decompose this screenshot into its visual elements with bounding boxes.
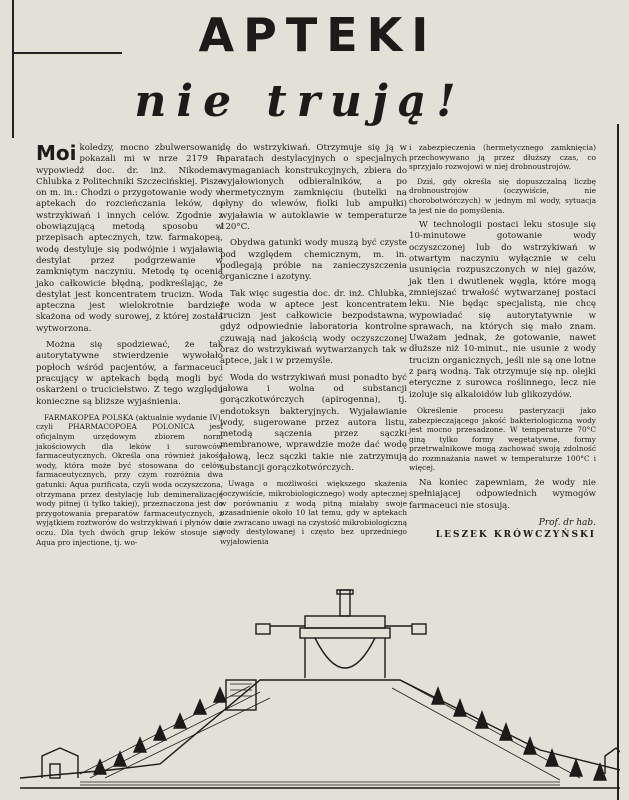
col1-paragraph-1: koledzy, mocno zbulwersowani, pokazali mi w nrze 2179 P. wypowiedź doc. dr. inż. Nikodema Chlubka z Politechniki Szczecińskiej. Pisze on m. in.: Chodzi o przygotowanie wody w aptekach do rozcieńczania leków, do wstrzykiwań i innych celów. Zgodnie z obowiązującą metodą sposobu w przepisach aptecznych, tzw. farmakopeą, wodę destyluje się podwójnie i wyjaławia destylat przez podgrzewanie w zamkniętym naczyniu. Metodę tę ocenia jako całkowicie błędną, podkreślając, że destylat jest koncentratem trucizn. Woda apteczna jest wielokrotnie bardziej skażona od wody surowej, z której została wytworzona. [36, 143, 223, 334]
article-column-3 [409, 143, 596, 541]
signature-name: LESZEK KRÓWCZYŃSKI [435, 529, 596, 540]
signature-title: Prof. dr hab. [538, 517, 596, 528]
frame-left-border [0, 0, 14, 138]
col3-small-paragraph-b: Dziś, gdy określa się dopuszczalną liczbę drobnoustrojów (oczywiście, nie chorobotwórczych) w jednym ml wody, sytuacja ta jest nie do pomyślenia. [409, 176, 596, 215]
article-column-1 [36, 143, 223, 552]
col1-small-paragraph: FARMAKOPEA POLSKA (aktualnie wydanie IV), czyli PHARMACOPOEA POLONICA jest oficjalnym urzędowym zbiorem norm jakościowych dla leków i surowców farmaceutycznych. Określa ona również jakość wody, która może być stosowana do celów farmaceutycznych, przy czym rozróżnia dwa gatunki: Aqua purificata, czyli woda oczyszczona, otrzymana przez destylację lub demineralizację wody pitnej (i tylko takiej), przeznaczona jest do przygotowania preparatów farmaceutycznych, z wyjątkiem roztworów do wstrzykiwań i płynów do oczu. Dla tych dwóch grup leków stosuje się Aqua pro injectione, tj. wo- [36, 412, 224, 547]
col2-paragraph-2: Obydwa gatunki wody muszą być czyste pod względem chemicznym, m. in. podlegają próbie na zanieczyszczenia organiczne i azotyny. [220, 238, 407, 283]
col2-paragraph-3: Tak więc sugestia doc. dr. inż. Chlubka, że woda w aptece jest koncentratem trucizn jest całkowicie bezpodstawna, gdyż odpowiednie laboratoria kontrolne czuwają nad jakością wody oczyszczonej oraz do wstrzykiwań wytwarzanych tak w aptece, jak i w przemyśle. [220, 288, 407, 367]
waterworks-illustration [20, 588, 620, 798]
col2-paragraph-4: Woda do wstrzykiwań musi ponadto być jałowa i wolna od substancji gorączkotwórczych (apirogenna), tj. endotoksyn bakteryjnych. Wyjaławianie wody, sugerowane przez autora listu, metodą sączenia przez sączki membranowe, wprawdzie może dać wodę jałową, lecz sączki takie nie zatrzymują substancji gorączkotwórczych. [220, 372, 407, 474]
col2-small-paragraph: Uwaga o możliwości większego skażenia (oczywiście, mikrobiologicznego) wody aptecznej w porównaniu z wodą pitną miałaby swoje uzasadnienie około 10 lat temu, gdy w aptekach nie zwracano uwagi na czystość mikrobiologiczną wody destylowanej i często bez uprzedniego wyjałowienia [220, 479, 407, 546]
col1-paragraph-2: Można się spodziewać, że tak autorytatywne stwierdzenie wywołało popłoch wśród pacjentów, a farmaceuci pracujący w aptekach będą mogli być oskarżeni o truciciełstwo. Z tego względu konieczne są bliższe wyjaśnienia. [36, 340, 223, 407]
signature [409, 517, 596, 541]
col3-closing-paragraph: Na koniec zapewniam, że wody nie spełniającej odpowiednich wymogów farmaceuci nie stosują. [409, 478, 596, 511]
frame-top-rule [12, 52, 122, 54]
col3-small-paragraph-c: Określenie procesu pasteryzacji jako zabezpieczającego jakość bakteriologiczną wody jest mocno przesadzone. W temperaturze 70°C giną tylko formy wegetatywne, formy przetrwalnikowe mogą zachować swoją zdolność do rozmnażania nawet w temperaturze 100°C i więcej. [409, 405, 596, 473]
dropcap: Moi [36, 141, 77, 165]
col3-paragraph-1: W technologii postaci leku stosuje się 10-minutowe gotowanie wody oczyszczonej lub do wstrzykiwań w otwartym naczyniu wyłącznie w celu usunięcia rozpuszczonych w niej gazów, jak tlen i dwutlenek węgla, które mogą zmniejszać trwałość wytwarzanej postaci leku. Nie będąc specjalistą, nie chcę wypowiadać się autorytatywnie w sprawach, na których się mało znam. Uważam jednak, że gotowanie, nawet dłuższe niż 10-minut., nie usunie z wody trucizn organicznych, jeśli nie są one lotne z parą wodną. Tak otrzymuje się np. olejki eteryczne z surowca roślinnego, lecz nie izoluje się alkaloidów lub glikozydów. [409, 220, 596, 400]
col3-small-paragraph-a: i zabezpieczenia (hermetycznego zamknięcia) przechowywano ją przez dłuższy czas, co sprzyjało rozwojowi w niej drobnoustrojów. [409, 143, 596, 172]
col2-paragraph-1: dę do wstrzykiwań. Otrzymuje się ją w aparatach destylacyjnych o specjalnych wymaganiach konstrukcyjnych, zbiera do wyjałowionych odbieralników, a po hermetycznym zamknięciu (butelki na płyny do wlewów, fiolki lub ampułki) wyjaławia w autoklawie w temperaturze 120°C. [220, 143, 407, 233]
headline-line-1: APTEKI [198, 8, 438, 62]
article-column-2 [220, 143, 407, 551]
headline-line-2: nie trują! [134, 76, 466, 127]
